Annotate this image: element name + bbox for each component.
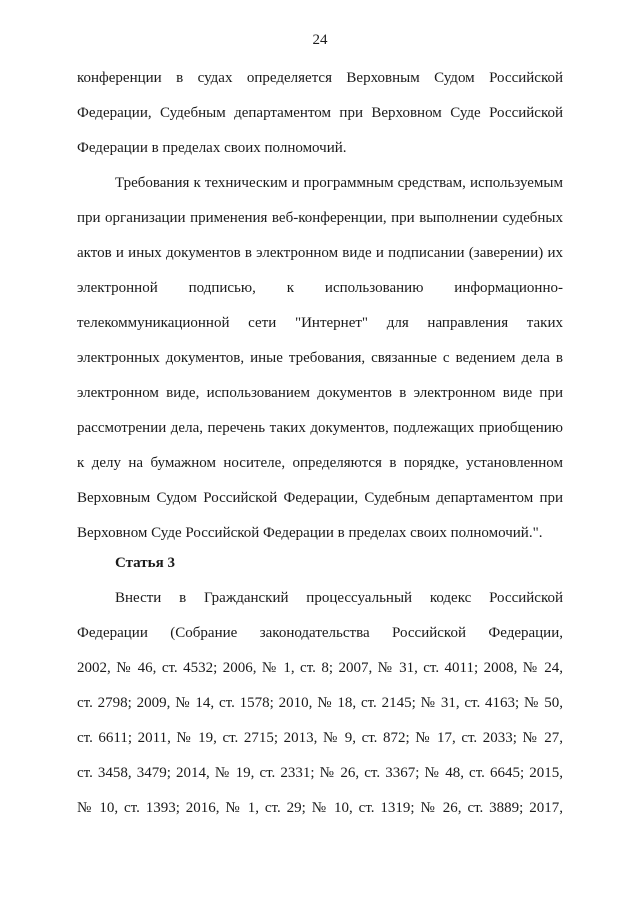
text-line: Федерации, Судебным департаментом при Верховном Суде Российской xyxy=(77,105,563,121)
text-line: электронной подписью, к использованию информационно- xyxy=(77,280,563,296)
text-line: Верховном Суде Российской Федерации в пределах своих полномочий.". xyxy=(77,525,543,541)
text-line: 2002, № 46, ст. 4532; 2006, № 1, ст. 8; 2007, № 31, ст. 4011; 2008, № 24, xyxy=(77,660,563,676)
text-line: Внести в Гражданский процессуальный кодекс Российской xyxy=(115,590,563,606)
text-line: к делу на бумажном носителе, определяются в порядке, установленном xyxy=(77,455,563,471)
page-number: 24 xyxy=(312,32,328,48)
text-line: № 10, ст. 1393; 2016, № 1, ст. 29; № 10, ст. 1319; № 26, ст. 3889; 2017, xyxy=(77,800,563,816)
text-line: ст. 3458, 3479; 2014, № 19, ст. 2331; № 26, ст. 3367; № 48, ст. 6645; 2015, xyxy=(77,765,563,781)
text-line: Федерации в пределах своих полномочий. xyxy=(77,140,347,156)
text-line: Федерации (Собрание законодательства Российской Федерации, xyxy=(77,625,563,641)
text-line: актов и иных документов в электронном виде и подписании (заверении) их xyxy=(77,245,563,261)
text-line: рассмотрении дела, перечень таких документов, подлежащих приобщению xyxy=(77,420,563,436)
text-line: электронном виде, использованием документов в электронном виде при xyxy=(77,385,563,401)
text-line: электронных документов, иные требования, связанные с ведением дела в xyxy=(77,350,563,366)
text-line: ст. 2798; 2009, № 14, ст. 1578; 2010, № 18, ст. 2145; № 31, ст. 4163; № 50, xyxy=(77,695,563,711)
text-line: при организации применения веб-конференции, при выполнении судебных xyxy=(77,210,563,226)
article-heading: Статья 3 xyxy=(115,555,175,571)
text-line: телекоммуникационной сети "Интернет" для направления таких xyxy=(77,315,563,331)
text-line: Верховным Судом Российской Федерации, Судебным департаментом при xyxy=(77,490,563,506)
text-line: Требования к техническим и программным средствам, используемым xyxy=(115,175,563,191)
text-line: конференции в судах определяется Верховным Судом Российской xyxy=(77,70,563,86)
text-line: ст. 6611; 2011, № 19, ст. 2715; 2013, № 9, ст. 872; № 17, ст. 2033; № 27, xyxy=(77,730,563,746)
